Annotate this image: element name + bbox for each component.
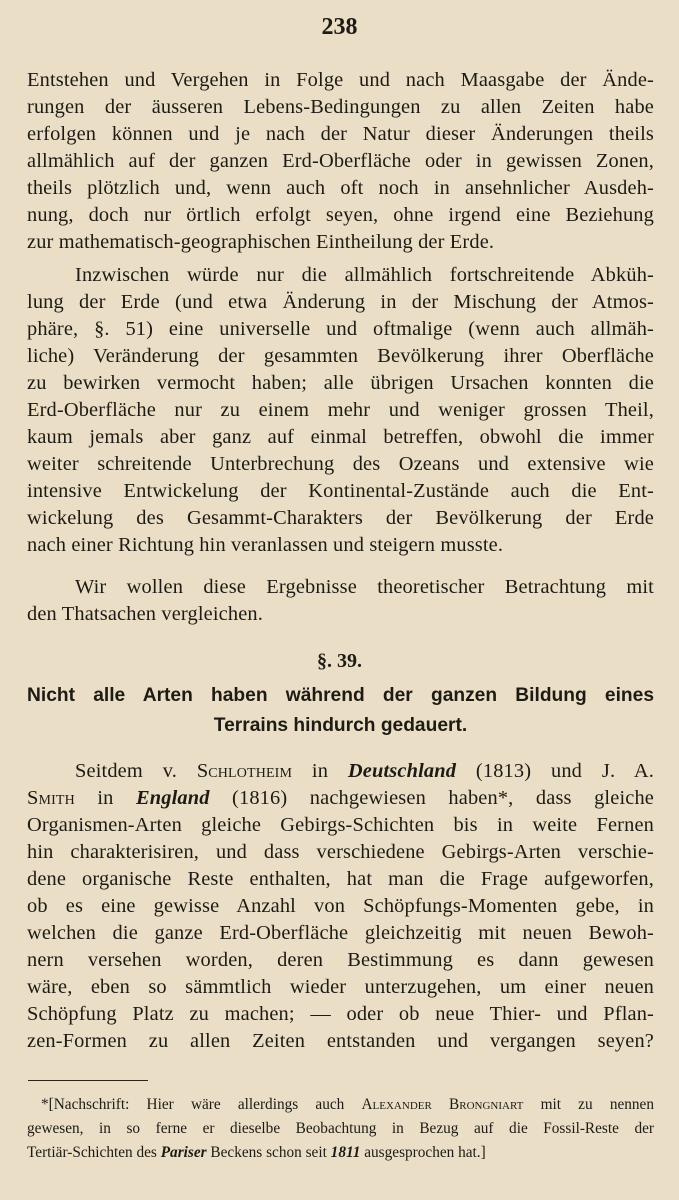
text-line: wickelung des Gesammt-Charakters der Bevölkerung der Erde <box>27 507 654 529</box>
section-title-line-1: Nicht alle Arten haben während der ganzen Bildung eines <box>27 685 654 706</box>
text-line: Entstehen und Vergehen in Folge und nach Maasgabe der Ände- <box>27 69 654 91</box>
year: 1811 <box>330 1144 361 1161</box>
text-line: nach einer Richtung hin veranlassen und steigern musste. <box>27 534 504 556</box>
section-number: §. 39. <box>317 650 362 672</box>
text-line: Organismen-Arten gleiche Gebirgs-Schichten bis in weite Fernen <box>27 814 654 836</box>
text-line: zen-Formen zu allen Zeiten entstanden und vergangen seyen? <box>27 1030 654 1052</box>
text-line: Schöpfung Platz zu machen; — oder ob neue Thier- und Pflan- <box>27 1003 654 1025</box>
text-line: allmählich auf der ganzen Erd-Oberfläche oder in gewissen Zonen, <box>27 150 654 172</box>
author-name: Schlotheim <box>196 760 293 782</box>
footnote-rule <box>28 1080 148 1081</box>
place-name: Deutschland <box>347 760 457 782</box>
text-line: nung, doch nur örtlich erfolgt seyen, ohne irgend eine Beziehung <box>27 204 654 226</box>
text-line: rungen der äusseren Lebens-Bedingungen zu allen Zeiten habe <box>27 96 654 118</box>
text-line: theils plötzlich und, wenn auch oft noch in ansehnlicher Ausdeh- <box>27 177 654 199</box>
text-line: kaum jemals aber ganz auf einmal betreffen, obwohl die immer <box>27 426 654 448</box>
text-line: den Thatsachen vergleichen. <box>27 603 263 625</box>
footnote-line: Tertiär-Schichten des Pariser Beckens schon seit 1811 ausgesprochen hat.] <box>27 1144 486 1161</box>
footnote-line: gewesen, in so ferne er dieselbe Beobachtung in Bezug auf die Fossil-Reste der <box>27 1120 654 1137</box>
text-line: Erd-Oberfläche nur zu einem mehr und weniger grossen Theil, <box>27 399 654 421</box>
section-title <box>27 681 654 741</box>
author-name: Alexander Brongniart <box>361 1096 524 1113</box>
text-line: wäre, eben so sämmtlich wieder unterzugehen, um einer neuen <box>27 976 654 998</box>
text-line: zu bewirken vermocht haben; alle übrigen Ursachen konnten die <box>27 372 654 394</box>
paragraph-1 <box>27 67 654 256</box>
page-number: 238 <box>321 14 358 40</box>
text-line: Seitdem v. Schlotheim in Deutschland (1813) und J. A. <box>75 760 655 782</box>
text-line: ob es eine gewisse Anzahl von Schöpfungs-Momenten gebe, in <box>27 895 654 917</box>
text-line: phäre, §. 51) eine universelle und oftmalige (wenn auch allmäh- <box>27 318 654 340</box>
text-line: dene organische Reste enthalten, hat man die Frage aufgeworfen, <box>27 868 654 890</box>
text-line: lung der Erde (und etwa Änderung in der Mischung der Atmos- <box>27 291 654 313</box>
section-title-line-2: Terrains hindurch gedauert. <box>213 715 468 736</box>
text-line: hin charakterisiren, und dass verschiedene Gebirgs-Arten verschie- <box>27 841 654 863</box>
text-line: Smith in England (1816) nachgewiesen haben*, dass gleiche <box>27 787 655 809</box>
footnote <box>27 1093 654 1165</box>
text-line: Inzwischen würde nur die allmählich fortschreitende Abküh- <box>75 264 654 286</box>
author-name: Smith <box>27 787 75 809</box>
place-name: England <box>135 787 210 809</box>
text-line: weiter schreitende Unterbrechung des Ozeans und extensive wie <box>27 453 654 475</box>
paragraph-2 <box>27 262 654 559</box>
text-line: Wir wollen diese Ergebnisse theoretischer Betrachtung mit <box>75 576 654 598</box>
text-line: erfolgen können und je nach der Natur dieser Änderungen theils <box>27 123 654 145</box>
place-name: Pariser <box>160 1144 207 1161</box>
text-line: welchen die ganze Erd-Oberfläche gleichzeitig mit neuen Bewoh- <box>27 922 654 944</box>
text-line: zur mathematisch-geographischen Eintheilung der Erde. <box>27 231 495 253</box>
text-line: liche) Veränderung der gesammten Bevölkerung ihrer Oberfläche <box>27 345 654 367</box>
footnote-line: *[Nachschrift: Hier wäre allerdings auch Alexander Brongniart mit zu nennen <box>41 1096 654 1113</box>
text-line: intensive Entwickelung der Kontinental-Zustände auch die Ent- <box>27 480 654 502</box>
paragraph-3 <box>27 574 654 628</box>
text-line: nern versehen worden, deren Bestimmung es dann gewesen <box>27 949 654 971</box>
paragraph-4 <box>27 758 654 1055</box>
